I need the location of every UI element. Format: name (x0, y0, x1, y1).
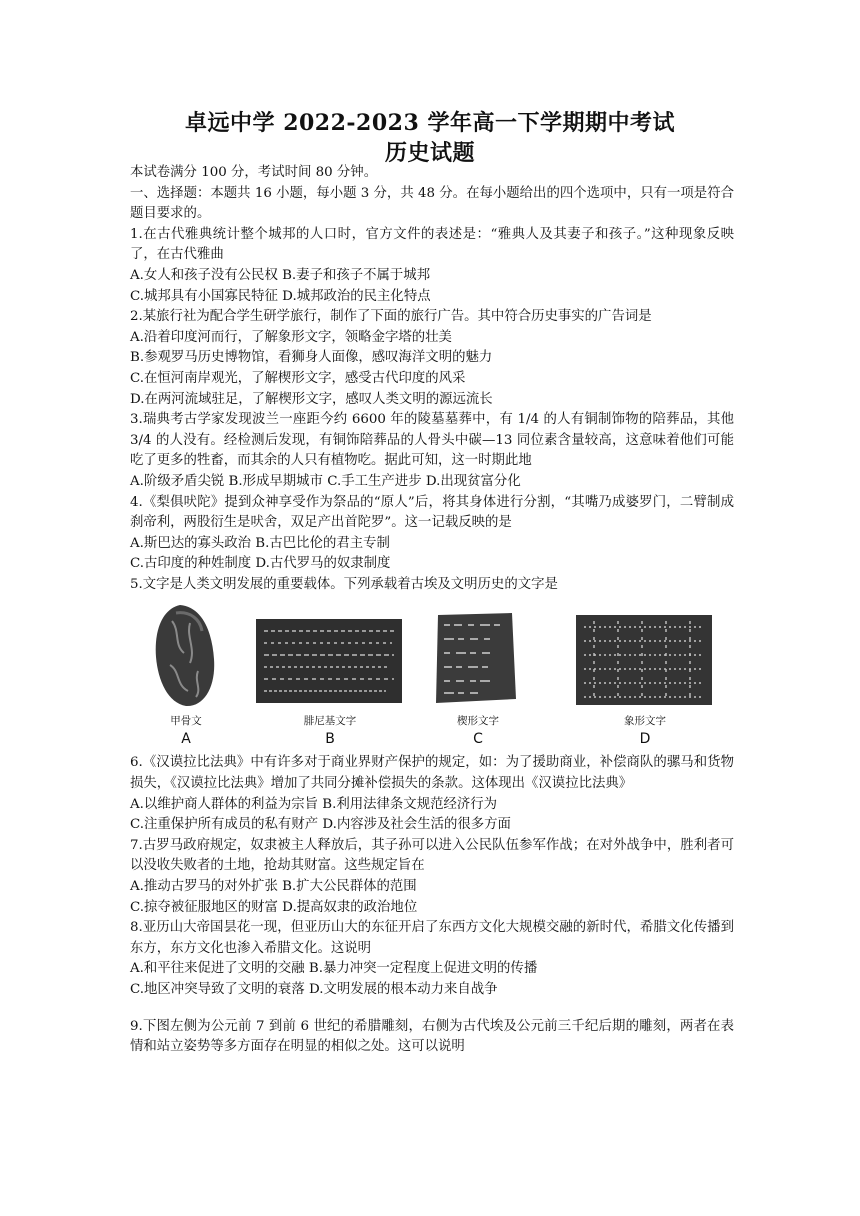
question-1-option-row: A.女人和孩子没有公民权 B.妻子和孩子不属于城邦 (130, 267, 431, 283)
hieroglyph-tablet-image (574, 613, 716, 709)
question-4-option-row: C.古印度的种姓制度 D.古代罗马的奴隶制度 (130, 556, 391, 572)
exam-subtitle: 历史试题 (384, 140, 475, 166)
question-6-option-row: C.注重保护所有成员的私有财产 D.内容涉及社会生活的很多方面 (130, 817, 511, 833)
figure-caption: 楔形文字 (457, 715, 499, 728)
figure-letter: D (639, 731, 651, 748)
section-instructions: 一、选择题：本题共 16 小题，每小题 3 分，共 48 分。在每小题给出的四个选项中，只有一项是符合题目要求的。 (130, 185, 734, 222)
question-2-option: B.参观罗马历史博物馆，看狮身人面像，感叹海洋文明的魅力 (130, 350, 493, 366)
figure-letter: B (325, 731, 335, 748)
figure-option-b (254, 601, 406, 746)
figure-letter: A (181, 731, 191, 748)
exam-title: 卓远中学 2022-2023 学年高一下学期期中考试 (185, 110, 675, 136)
question-5-stem: 5.文字是人类文明发展的重要载体。下列承载着古埃及文明历史的文字是 (130, 576, 558, 592)
exam-info: 本试卷满分 100 分，考试时间 80 分钟。 (130, 165, 378, 180)
question-2-stem: 2.某旅行社为配合学生研学旅行，制作了下面的旅行广告。其中符合历史事实的广告词是 (130, 309, 652, 325)
question-7-option-row: C.掠夺被征服地区的财富 D.提高奴隶的政治地位 (130, 899, 418, 915)
question-8-option-row: A.和平往来促进了文明的交融 B.暴力冲突一定程度上促进文明的传播 (130, 961, 538, 977)
question-4-stem: 4.《梨俱吠陀》提到众神享受作为祭品的“原人”后，将其身体进行分割，“其嘴乃成婆罗门，二臂制成刹帝利，两股衍生是吠舍，双足产出首陀罗”。这一记载反映的是 (130, 494, 734, 531)
figure-option-c (430, 601, 526, 746)
figure-caption: 腓尼基文字 (303, 715, 357, 728)
question-7-option-row: A.推动古罗马的对外扩张 B.扩大公民群体的范围 (130, 879, 417, 895)
figure-letter: C (473, 731, 483, 748)
oracle-bone-image (150, 601, 222, 709)
question-4-option-row: A.斯巴达的寡头政治 B.古巴比伦的君主专制 (130, 535, 390, 551)
question-7-stem: 7.古罗马政府规定，奴隶被主人释放后，其子孙可以进入公民队伍参军作战；在对外战争中，胜利者可以没收失败者的土地，抢劫其财富。这些规定旨在 (130, 837, 734, 874)
phoenician-tablet-image (254, 617, 406, 709)
question-2-option: C.在恒河南岸观光，了解楔形文字，感受古代印度的风采 (130, 370, 466, 386)
question-3-option-row: A.阶级矛盾尖锐 B.形成早期城市 C.手工生产进步 D.出现贫富分化 (130, 473, 521, 489)
question-6-option-row: A.以维护商人群体的利益为宗旨 B.利用法律条文规范经济行为 (130, 796, 498, 812)
figure-caption: 象形文字 (624, 715, 666, 728)
question-8-option-row: C.地区冲突导致了文明的衰落 D.文明发展的根本动力来自战争 (130, 982, 498, 997)
exam-content (130, 163, 734, 1058)
question-9-stem: 9.下图左侧为公元前 7 到前 6 世纪的希腊雕刻，右侧为古代埃及公元前三千纪后期的雕刻，两者在表情和站立姿势等多方面存在明显的相似之处。这可以说明 (130, 1018, 734, 1055)
cuneiform-tablet-image (430, 609, 526, 709)
figure-option-d (574, 601, 716, 746)
question-1-option-row: C.城邦具有小国寡民特征 D.城邦政治的民主化特点 (130, 288, 431, 304)
figure-option-a (150, 601, 222, 746)
question-1-stem: 1.在古代雅典统计整个城邦的人口时，官方文件的表述是：“雅典人及其妻子和孩子。”这种现象反映了，在古代雅曲 (130, 226, 734, 263)
question-5-figure (130, 601, 734, 751)
spacer (130, 1001, 734, 1017)
figure-caption: 甲骨文 (170, 715, 202, 728)
question-8-stem: 8.亚历山大帝国昙花一现，但亚历山大的东征开启了东西方文化大规模交融的新时代，希腊文化传播到东方，东方文化也渗入希腊文化。这说明 (130, 920, 734, 956)
question-3-stem: 3.瑞典考古学家发现波兰一座距今约 6600 年的陵墓墓葬中，有 1/4 的人有铜制饰物的陪葬品，其他 3/4 的人没有。经检测后发现，有铜饰陪葬品的人骨头中碳—13 同位素含量较高，这意味着他们可能吃了更多的牲畜，而其余的人只有植物吃。据此可知，这一时期此地 (130, 412, 734, 469)
question-2-option: A.沿着印度河而行，了解象形文字，领略金字塔的壮美 (130, 329, 452, 345)
question-6-stem: 6.《汉谟拉比法典》中有许多对于商业界财产保护的规定，如：为了援助商业，补偿商队的骡马和货物损失，《汉谟拉比法典》增加了共同分摊补偿损失的条款。这体现出《汉谟拉比法典》 (130, 755, 734, 792)
question-2-option: D.在两河流域驻足，了解楔形文字，感叹人类文明的源远流长 (130, 391, 493, 407)
